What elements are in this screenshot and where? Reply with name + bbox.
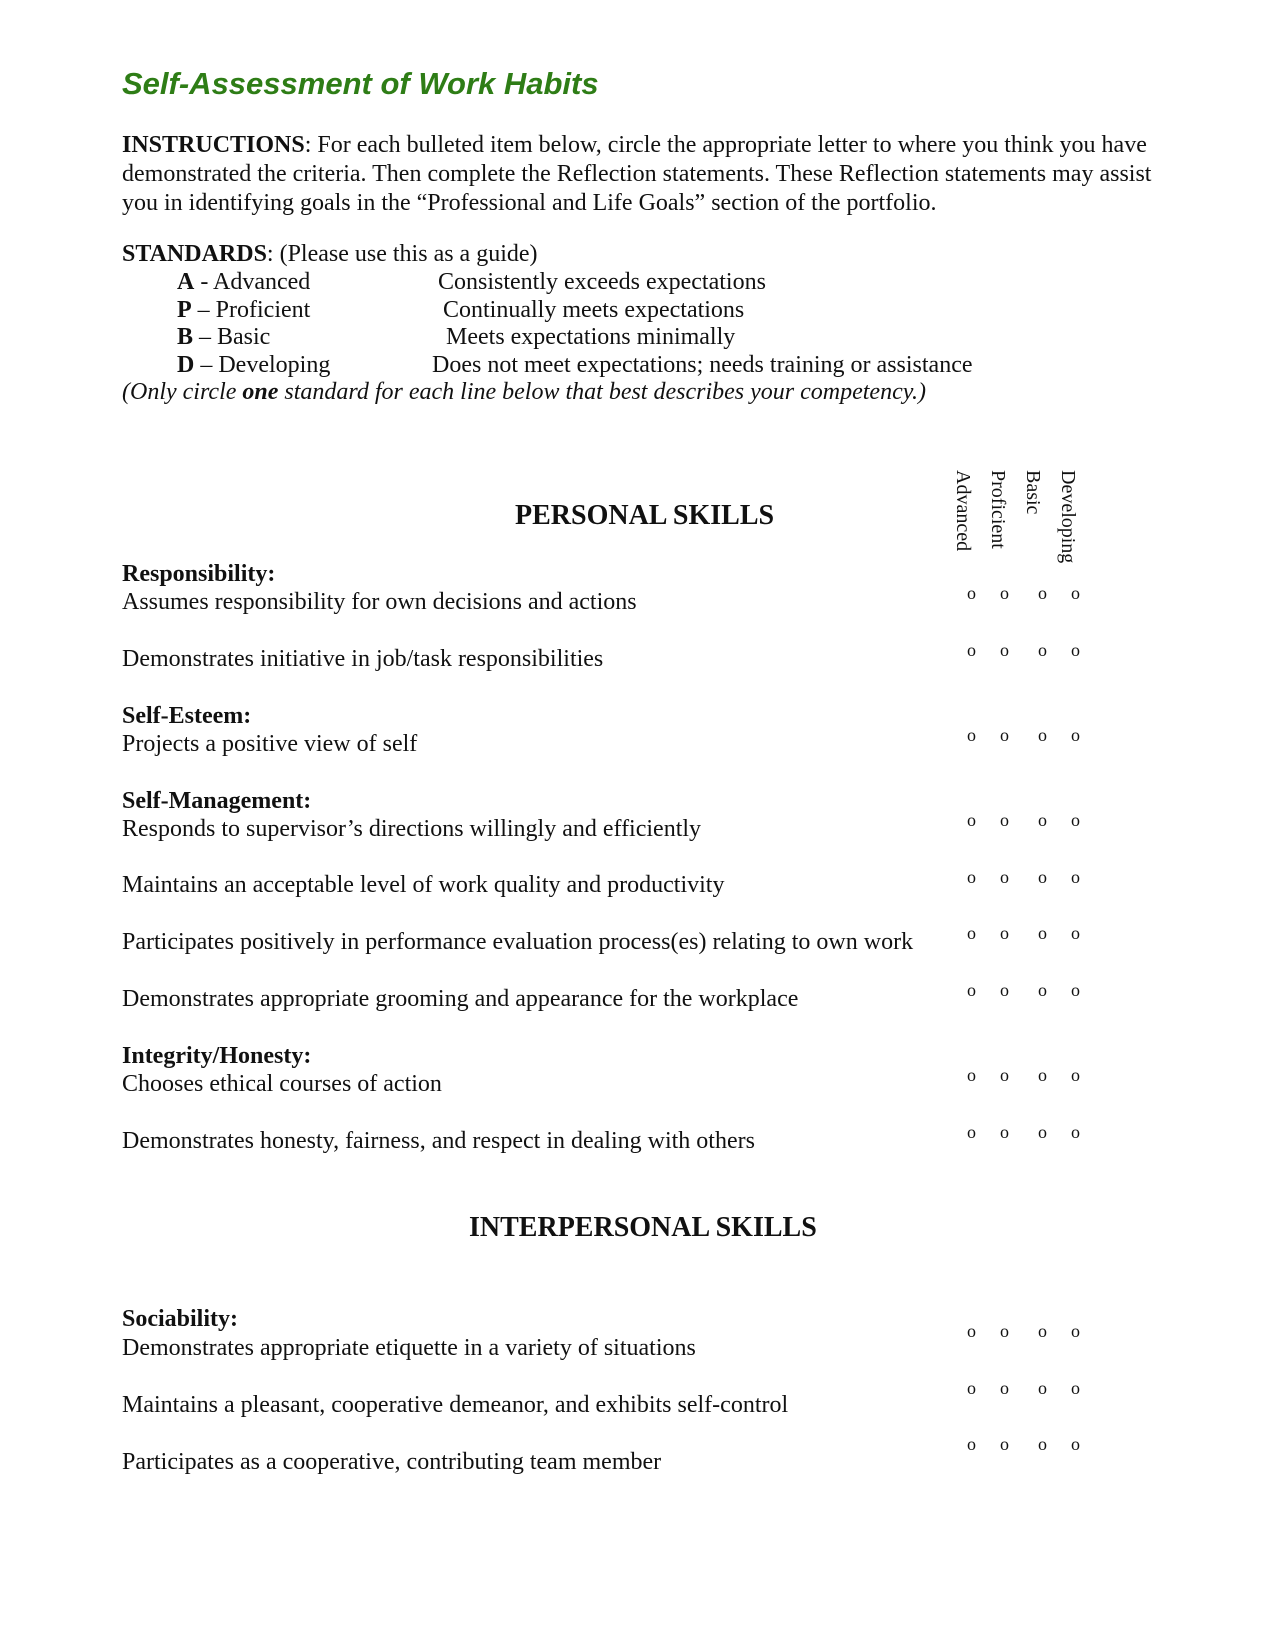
rating-circle-proficient[interactable]: o: [1000, 583, 1009, 603]
rating-circle-basic[interactable]: o: [1038, 1321, 1047, 1341]
rating-circle-proficient[interactable]: o: [1000, 867, 1009, 887]
standards-note: : (Please use this as a guide): [266, 241, 538, 267]
rating-circle-proficient[interactable]: o: [1000, 923, 1009, 943]
rating-circle-advanced[interactable]: o: [967, 923, 976, 943]
category-heading: Self-Esteem:: [122, 703, 252, 729]
rating-circle-proficient[interactable]: o: [1000, 725, 1009, 745]
rating-circle-basic[interactable]: o: [1038, 810, 1047, 830]
skill-item: Participates as a cooperative, contributing team member: [122, 1449, 662, 1475]
interpersonal-skills-heading: INTERPERSONAL SKILLS: [469, 1212, 817, 1243]
standards-label: STANDARDS: [122, 241, 267, 267]
rating-circle-advanced[interactable]: o: [967, 1378, 976, 1398]
category-heading: Integrity/Honesty:: [122, 1043, 312, 1069]
rating-circle-advanced[interactable]: o: [967, 810, 976, 830]
column-header-developing: Developing: [1057, 470, 1079, 564]
column-header-advanced: Advanced: [952, 470, 974, 552]
column-header-proficient: Proficient: [987, 470, 1009, 549]
rating-circle-basic[interactable]: o: [1038, 1378, 1047, 1398]
skill-item: Chooses ethical courses of action: [122, 1071, 442, 1097]
standard-letter: A: [177, 269, 195, 295]
rating-circle-basic[interactable]: o: [1038, 583, 1047, 603]
rating-circle-developing[interactable]: o: [1071, 980, 1080, 1000]
standard-level: [177, 296, 310, 325]
standard-letter: P: [177, 297, 192, 323]
skill-item: Projects a positive view of self: [122, 731, 418, 757]
standards-footnote: [122, 378, 926, 407]
category-heading: Sociability:: [122, 1306, 239, 1332]
instructions-label: INSTRUCTIONS: [122, 132, 305, 158]
rating-circle-proficient[interactable]: o: [1000, 640, 1009, 660]
skill-item: Assumes responsibility for own decisions and actions: [122, 589, 637, 615]
footnote-end: standard for each line below that best describes your competency.): [278, 379, 927, 405]
rating-circle-basic[interactable]: o: [1038, 867, 1047, 887]
rating-circle-advanced[interactable]: o: [967, 640, 976, 660]
rating-circle-basic[interactable]: o: [1038, 980, 1047, 1000]
rating-circle-proficient[interactable]: o: [1000, 1065, 1009, 1085]
rating-circle-developing[interactable]: o: [1071, 583, 1080, 603]
standard-level: [177, 351, 330, 380]
rating-circle-developing[interactable]: o: [1071, 640, 1080, 660]
rating-circle-proficient[interactable]: o: [1000, 1122, 1009, 1142]
rating-circle-proficient[interactable]: o: [1000, 980, 1009, 1000]
standard-level: [177, 268, 310, 297]
standard-name: Developing: [218, 352, 331, 378]
rating-circle-proficient[interactable]: o: [1000, 1378, 1009, 1398]
rating-circle-basic[interactable]: o: [1038, 1122, 1047, 1142]
skill-item: Participates positively in performance evaluation process(es) relating to own work: [122, 929, 914, 955]
standard-letter: D: [177, 352, 195, 378]
standard-letter: B: [177, 324, 194, 350]
rating-circle-developing[interactable]: o: [1071, 867, 1080, 887]
standard-description: Meets expectations minimally: [446, 324, 736, 350]
rating-circle-developing[interactable]: o: [1071, 1122, 1080, 1142]
skill-item: Responds to supervisor’s directions willingly and efficiently: [122, 816, 702, 842]
rating-circle-advanced[interactable]: o: [967, 1065, 976, 1085]
rating-circle-developing[interactable]: o: [1071, 923, 1080, 943]
rating-circle-developing[interactable]: o: [1071, 1434, 1080, 1454]
footnote-start: (Only circle: [122, 379, 243, 405]
instructions-text: : For each bulleted item below, circle the appropriate letter to where you think you have demonstrated the criteria. Then complete the Reflection statements. These Reflection statements may assist you in identifying goals in the “Professional and Life Goals” section of the portfolio.: [122, 132, 1152, 216]
rating-circle-developing[interactable]: o: [1071, 725, 1080, 745]
standard-description: Does not meet expectations; needs training or assistance: [432, 352, 973, 378]
standard-name: Advanced: [213, 269, 311, 295]
standard-description: Continually meets expectations: [443, 297, 745, 323]
standard-level: [177, 323, 270, 352]
rating-circle-advanced[interactable]: o: [967, 725, 976, 745]
rating-circle-proficient[interactable]: o: [1000, 1321, 1009, 1341]
standard-separator: –: [191, 297, 216, 323]
standards-heading: [122, 240, 538, 269]
rating-circle-proficient[interactable]: o: [1000, 810, 1009, 830]
rating-circle-basic[interactable]: o: [1038, 725, 1047, 745]
footnote-emphasis: one: [242, 379, 279, 405]
skill-item: Demonstrates initiative in job/task responsibilities: [122, 646, 604, 672]
rating-circle-advanced[interactable]: o: [967, 980, 976, 1000]
rating-circle-basic[interactable]: o: [1038, 640, 1047, 660]
skill-item: Maintains an acceptable level of work quality and productivity: [122, 872, 725, 898]
standard-name: Proficient: [215, 297, 311, 323]
skill-item: Demonstrates honesty, fairness, and respect in dealing with others: [122, 1128, 755, 1154]
rating-circle-advanced[interactable]: o: [967, 1321, 976, 1341]
rating-circle-developing[interactable]: o: [1071, 1065, 1080, 1085]
rating-circle-basic[interactable]: o: [1038, 923, 1047, 943]
rating-circle-advanced[interactable]: o: [967, 583, 976, 603]
standard-description: Consistently exceeds expectations: [438, 269, 766, 295]
rating-circle-proficient[interactable]: o: [1000, 1434, 1009, 1454]
rating-circle-developing[interactable]: o: [1071, 810, 1080, 830]
category-heading: Self-Management:: [122, 788, 312, 814]
rating-circle-developing[interactable]: o: [1071, 1378, 1080, 1398]
standard-name: Basic: [217, 324, 271, 350]
rating-circle-advanced[interactable]: o: [967, 867, 976, 887]
document-title: Self-Assessment of Work Habits: [122, 66, 599, 101]
rating-circle-developing[interactable]: o: [1071, 1321, 1080, 1341]
rating-circle-advanced[interactable]: o: [967, 1434, 976, 1454]
standard-separator: -: [194, 269, 214, 295]
category-heading: Responsibility:: [122, 561, 276, 587]
rating-circle-basic[interactable]: o: [1038, 1434, 1047, 1454]
rating-circle-basic[interactable]: o: [1038, 1065, 1047, 1085]
standard-separator: –: [193, 324, 218, 350]
skill-item: Demonstrates appropriate grooming and appearance for the workplace: [122, 986, 799, 1012]
standard-separator: –: [194, 352, 219, 378]
skill-item: Demonstrates appropriate etiquette in a variety of situations: [122, 1335, 696, 1361]
skill-item: Maintains a pleasant, cooperative demeanor, and exhibits self-control: [122, 1392, 789, 1418]
rating-circle-advanced[interactable]: o: [967, 1122, 976, 1142]
personal-skills-heading: PERSONAL SKILLS: [515, 500, 775, 531]
column-header-basic: Basic: [1022, 470, 1044, 515]
instructions-paragraph: [122, 131, 1162, 218]
